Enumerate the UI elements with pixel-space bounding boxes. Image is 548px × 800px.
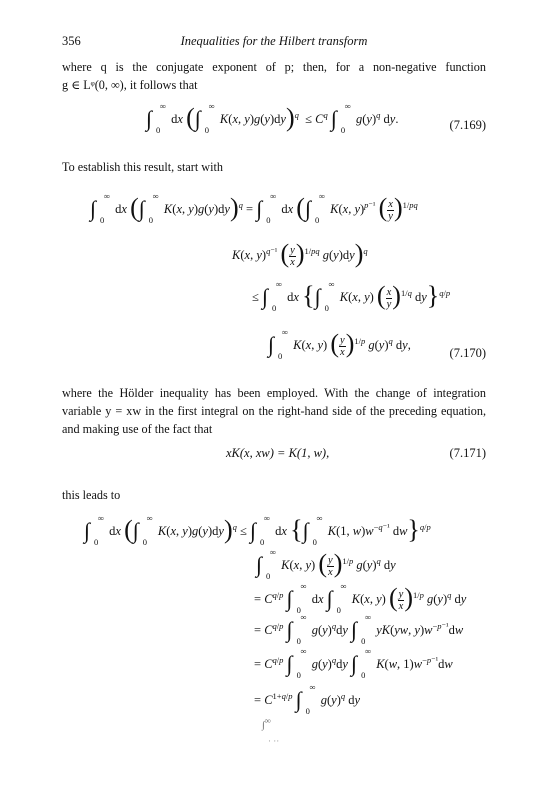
derivation-line-3: = $C^{q/p}$ ∫ ∞ 0 dx ∫ ∞ 0 K(x, y) ( $\frac{y}{x}$ )$^{1/p}$ $g(y)^q$ dy	[254, 581, 467, 615]
holder-line-3: and making use of the fact that	[62, 422, 213, 436]
holder-line-1: where the Hölder inequality has been employed. With the change of integration	[62, 386, 486, 400]
derivation-line-5: = $C^{q/p}$ ∫ ∞ 0 $g(y)^qdy$ ∫ ∞ 0 K(w, $1)w^{-p^{-1}}dw$	[254, 646, 453, 680]
derivation-line-6: = $C^{1+q/p}$ ∫ ∞ 0 $g(y)^q$ dy	[254, 682, 361, 716]
equation-number-7-169: (7.169)	[449, 118, 486, 132]
derivation-line-2: ∫ ∞ 0 K(x, y) ( $\frac{y}{x}$ )$^{1/p}$ $g(y)^q$ dy	[256, 547, 396, 581]
holder-paragraph	[62, 384, 486, 438]
equation-7-171: xK(x, xw) = K(1, w),	[226, 446, 330, 460]
intro-line-2: g ∈ Lᵠ(0, ∞), it follows that	[62, 78, 198, 92]
establish-line: To establish this result, start with	[62, 160, 223, 174]
holder-line-2: variable y = xw in the first integral on the right-hand side of the preceding equation,	[62, 404, 486, 418]
intro-line-1: where q is the conjugate exponent of p; then, for a non-negative function	[62, 60, 486, 74]
cut-off-integral-fragment: ∫∞	[262, 716, 271, 732]
equation-7-170-line-4: ∫ ∞ 0 K(x, y) ( $\frac{y}{x}$ )$^{1/p}$ $g(y)^q$ dy,	[268, 327, 411, 361]
equation-7-169: ∫ ∞ 0 dx (∫ ∞ 0 K(x, $y)g(y)dy)^q \le C^q$ ∫ ∞ 0 $g(y)^q$ dy.	[146, 101, 399, 135]
leads-text	[62, 486, 486, 504]
equation-number-7-171: (7.171)	[449, 446, 486, 460]
derivation-line-4: = $C^{q/p}$ ∫ ∞ 0 $g(y)^qdy$ ∫ ∞ 0 yK(yw, $y)w^{-p^{-1}}dw$	[254, 612, 464, 646]
establish-text	[62, 158, 486, 176]
equation-7-170-line-1: ∫ ∞ 0 dx (∫ ∞ 0 K(x, y)g(y)dy)$^q$ = ∫ ∞ 0 dx (∫ ∞ 0 K(x, y)$^{p^{-1}}$ ( $\frac{x}{y}$ )$^{1/pq}$	[90, 191, 418, 225]
running-title: Inequalities for the Hilbert transform	[180, 34, 368, 48]
page-header	[62, 34, 486, 50]
footer-fragment: · ··	[268, 736, 280, 746]
equation-7-170-line-2: K(x, y)$^{q^{-1}}$ ( $\frac{y}{x}$ )$^{1/pq}$ g(y)dy)$^q$	[232, 239, 368, 268]
derivation-line-1: ∫ ∞ 0 dx (∫ ∞ 0 K(x, y)g(y)dy)$^q$ ≤ ∫ ∞ 0 dx {∫ ∞ 0 K(1, $w)w^{-q^{-1}}$ dw}$^{q/p}$	[84, 513, 431, 547]
intro-paragraph	[62, 58, 486, 94]
page-number: 356	[62, 34, 81, 48]
equation-number-7-170: (7.170)	[449, 346, 486, 360]
leads-line: this leads to	[62, 488, 121, 502]
equation-7-170-line-3: ≤ ∫ ∞ 0 dx {∫ ∞ 0 K(x, y) ( $\frac{x}{y}$ )$^{1/q}$ dy}$^{q/p}$	[252, 279, 451, 313]
